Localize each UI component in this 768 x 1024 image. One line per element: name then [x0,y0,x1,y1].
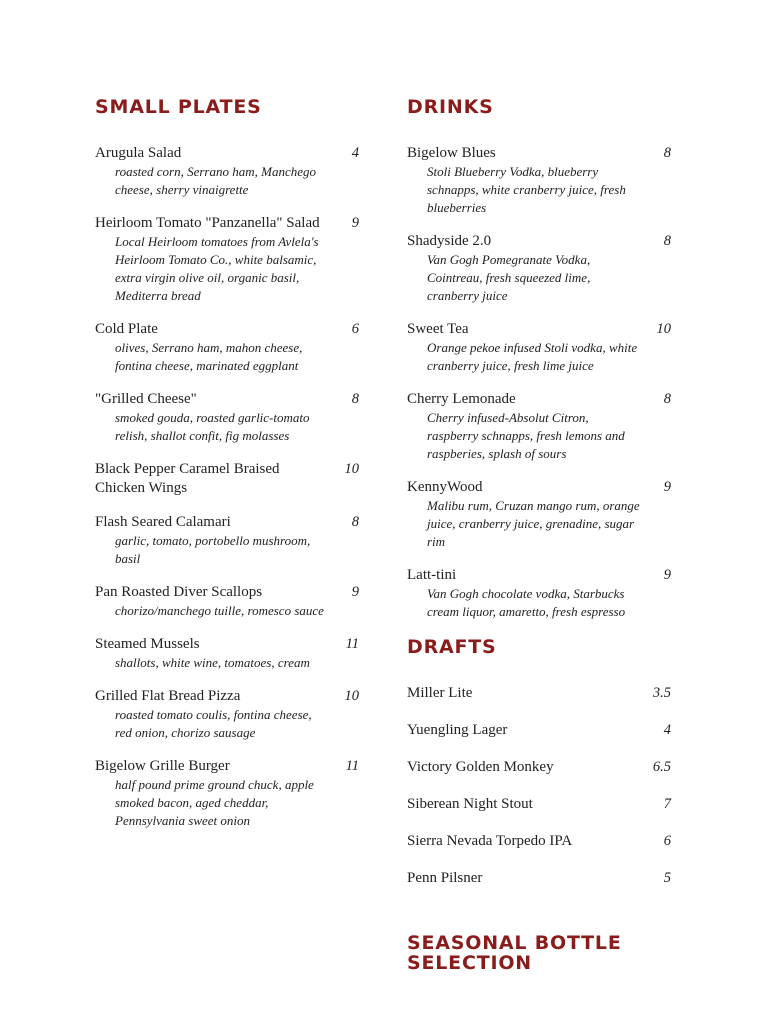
seasonal-bottle-heading: SEASONAL BOTTLE SELECTION [407,931,622,974]
draft-item-price: 6.5 [652,758,671,775]
drink-item-price: 8 [663,390,671,407]
drink-item-description: Orange pekoe infused Stoli vodka, white cranberry juice, fresh lime juice [427,339,638,373]
menu-item-description: roasted corn, Serrano ham, Manchego cheese, sherry vinaigrette [115,163,316,197]
drink-item [407,566,677,621]
menu-item-name: Grilled Flat Bread Pizza [95,687,241,704]
drink-item-name: Bigelow Blues [407,144,496,161]
draft-item-name: Yuengling Lager [407,721,508,738]
menu-item-price: 8 [351,513,359,530]
menu-item-price: 10 [344,460,359,477]
drink-item-description: Cherry infused-Absolut Citron, raspberry schnapps, fresh lemons and raspberies, splash of sours [427,409,625,461]
drink-item-price: 10 [656,320,671,337]
small-plates-column [95,98,365,845]
drink-item [407,232,677,305]
draft-item-name: Miller Lite [407,684,473,701]
menu-item [95,687,365,742]
menu-item-price: 10 [344,687,359,704]
draft-item [407,684,677,703]
draft-item [407,758,677,777]
menu-item-name: Cold Plate [95,320,158,337]
drink-item [407,144,677,217]
drink-item-name: Cherry Lemonade [407,390,516,407]
draft-item-name: Sierra Nevada Torpedo IPA [407,832,573,849]
draft-item [407,869,677,888]
drink-item-description: Malibu rum, Cruzan mango rum, orange juice, cranberry juice, grenadine, sugar rim [427,497,640,549]
draft-item-name: Penn Pilsner [407,869,483,886]
drink-item-price: 9 [663,478,671,495]
menu-item-name: "Grilled Cheese" [95,390,197,407]
menu-item-name: Black Pepper Caramel Braised Chicken Wings [95,460,280,496]
drink-item-price: 8 [663,232,671,249]
menu-item-name: Arugula Salad [95,144,182,161]
draft-item-price: 3.5 [652,684,671,701]
drink-item [407,478,677,551]
menu-item-description: shallots, white wine, tomatoes, cream [115,654,310,670]
draft-item-price: 7 [663,795,671,812]
menu-item-name: Steamed Mussels [95,635,200,652]
small-plates-heading: SMALL PLATES [95,96,262,118]
drink-item-description: Van Gogh Pomegranate Vodka, Cointreau, fresh squeezed lime, cranberry juice [427,251,591,303]
draft-item [407,721,677,740]
drinks-heading: DRINKS [407,96,494,118]
seasonal-bottle-section [407,931,677,974]
menu-item [95,144,365,199]
drink-item-name: Sweet Tea [407,320,469,337]
drinks-column [407,98,677,1000]
menu-item-price: 4 [351,144,359,161]
menu-item [95,460,365,498]
menu-item [95,320,365,375]
drafts-heading: DRAFTS [407,635,497,658]
menu-item [95,635,365,672]
drink-item-description: Stoli Blueberry Vodka, blueberry schnapps, white cranberry juice, fresh blueberries [427,163,626,215]
drink-item-price: 9 [663,566,671,583]
drink-item-name: Shadyside 2.0 [407,232,492,249]
drink-item-name: Latt-tini [407,566,457,583]
menu-item [95,513,365,568]
drink-item [407,390,677,463]
menu-item-name: Bigelow Grille Burger [95,757,230,774]
menu-item [95,757,365,830]
menu-item-price: 11 [345,635,359,652]
draft-item-name: Siberean Night Stout [407,795,533,812]
menu-item-price: 9 [351,583,359,600]
menu-item-name: Heirloom Tomato "Panzanella" Salad [95,214,320,231]
menu-item-price: 8 [351,390,359,407]
menu-item-description: half pound prime ground chuck, apple smoked bacon, aged cheddar, Pennsylvania sweet onion [115,776,314,828]
menu-item [95,390,365,445]
menu-item-description: roasted tomato coulis, fontina cheese, red onion, chorizo sausage [115,706,312,740]
menu-item-description: chorizo/manchego tuille, romesco sauce [115,602,324,618]
drink-item-description: Van Gogh chocolate vodka, Starbucks cream liquor, amaretto, fresh espresso [427,585,626,619]
menu-item-description: Local Heirloom tomatoes from Avlela's Heirloom Tomato Co., white balsamic, extra virgin olive oil, organic basil, Mediterra bread [115,233,319,303]
drafts-section [407,635,677,888]
draft-item-price: 6 [663,832,671,849]
draft-item-name: Victory Golden Monkey [407,758,554,775]
menu-item-price: 11 [345,757,359,774]
draft-item-price: 5 [663,869,671,886]
menu-item-price: 6 [351,320,359,337]
menu-item-description: garlic, tomato, portobello mushroom, basil [115,532,311,566]
menu-item-description: smoked gouda, roasted garlic-tomato relish, shallot confit, fig molasses [115,409,310,443]
draft-item [407,795,677,814]
draft-item [407,832,677,851]
menu-item-name: Pan Roasted Diver Scallops [95,583,263,600]
menu-item-name: Flash Seared Calamari [95,513,231,530]
drink-item [407,320,677,375]
menu-item-price: 9 [351,214,359,231]
menu-item [95,214,365,305]
draft-item-price: 4 [663,721,671,738]
drink-item-name: KennyWood [407,478,483,495]
menu-item-description: olives, Serrano ham, mahon cheese, fontina cheese, marinated eggplant [115,339,303,373]
drink-item-price: 8 [663,144,671,161]
menu-item [95,583,365,620]
